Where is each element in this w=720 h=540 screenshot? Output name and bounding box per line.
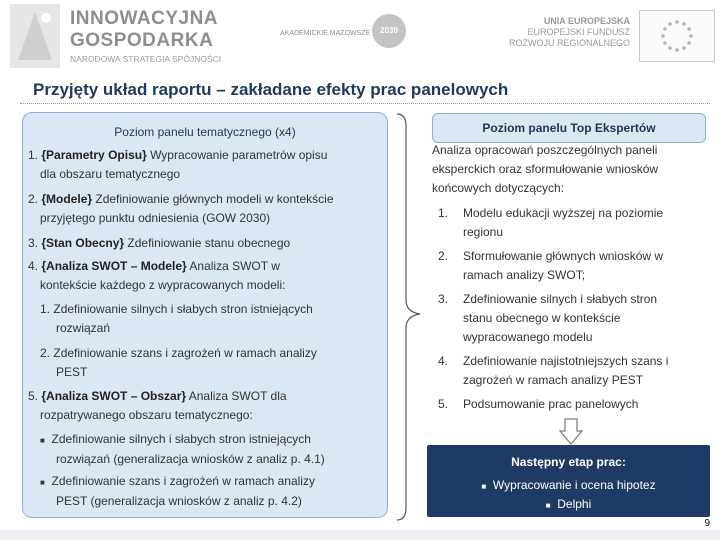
top-experts-intro: Analiza opracowań poszczególnych paneli eksperckich oraz sformułowanie wniosków końcowych dotyczących: (432, 143, 659, 195)
list-item: Zdefiniowanie najistotniejszych szans i zagrożeń w ramach analizy PEST (463, 354, 669, 387)
page-number: 9 (704, 518, 710, 529)
eu-fund-text: UNIA EUROPEJSKA EUROPEJSKI FUNDUSZ ROZWOJU REGIONALNEGO (508, 16, 630, 48)
list-item: Zdefiniowanie silnych i słabych stron stanu obecnego w kontekście wypracowanego modelu (463, 292, 658, 344)
title-divider (20, 103, 710, 104)
list-item: 1. {Parametry Opisu} Wypracowanie parametrów opisu dla obszaru tematycznego (28, 148, 328, 181)
top-experts-header: Poziom panelu Top Ekspertów (432, 113, 706, 143)
next-step-title: Następny etap prac: (511, 455, 626, 469)
innowacyjna-gospodarka-logo (10, 4, 310, 72)
bullet-item: ■ Zdefiniowanie szans i zagrożeń w ramach analizy PEST (generalizacja wniosków z analiz p. 4.2) (40, 474, 315, 508)
next-step-item: ■ Wypracowanie i ocena hipotez (481, 478, 656, 492)
slide-title: Przyjęty układ raportu – zakładane efekty prac panelowych (33, 80, 509, 99)
bullet-item: ■ Zdefiniowanie silnych i słabych stron istniejących rozwiązań (generalizacja wniosków z analiz p. 4.1) (40, 432, 325, 466)
sub-list-item: 1. Zdefiniowanie silnych i słabych stron istniejących rozwiązań (40, 302, 313, 335)
down-arrow-icon (559, 418, 583, 446)
next-step-box (427, 445, 710, 517)
akademickie-mazowsze-logo: AKADEMICKIE MAZOWSZE 2030 (280, 12, 410, 56)
logo-title: INNOWACYJNA GOSPODARKA (70, 8, 219, 51)
thematic-panel-header: Poziom panelu tematycznego (x4) (114, 125, 296, 139)
brace-connector (394, 112, 424, 522)
bullet-icon: ■ (40, 478, 45, 487)
next-step-item: ■ Delphi (545, 497, 592, 511)
bullet-icon: ■ (40, 436, 45, 445)
logo-subtitle: NARODOWA STRATEGIA SPÓJNOŚCI (70, 54, 222, 64)
list-item: 2. {Modele} Zdefiniowanie głównych modeli w kontekście przyjętego punktu odniesienia (GOW 2030) (28, 192, 334, 225)
sub-list-item: 2. Zdefiniowanie szans i zagrożeń w ramach analizy PEST (40, 346, 317, 379)
list-item: 3. {Stan Obecny} Zdefiniowanie stanu obecnego (28, 236, 291, 250)
list-item: 5. {Analiza SWOT – Obszar} Analiza SWOT dla rozpatrywanego obszaru tematycznego: (28, 389, 287, 422)
list-item: Podsumowanie prac panelowych (463, 397, 639, 411)
list-item: Modelu edukacji wyższej na poziomie regionu (463, 206, 664, 239)
list-number: 4. (438, 354, 449, 368)
mazowsze-badge: 2030 (372, 14, 406, 48)
list-number: 3. (438, 292, 449, 306)
list-number: 1. (438, 206, 449, 220)
bullet-icon: ■ (481, 482, 487, 491)
eu-flag-icon (639, 10, 715, 62)
logo-mark-icon (10, 4, 60, 68)
list-number: 2. (438, 249, 449, 263)
list-number: 5. (438, 397, 449, 411)
list-item: 4. {Analiza SWOT – Modele} Analiza SWOT w kontekście każdego z wypracowanych modeli: (28, 259, 286, 292)
footer-strip (0, 530, 720, 540)
list-item: Sformułowanie głównych wniosków w ramach analizy SWOT; (463, 249, 664, 282)
bullet-icon: ■ (545, 501, 551, 510)
